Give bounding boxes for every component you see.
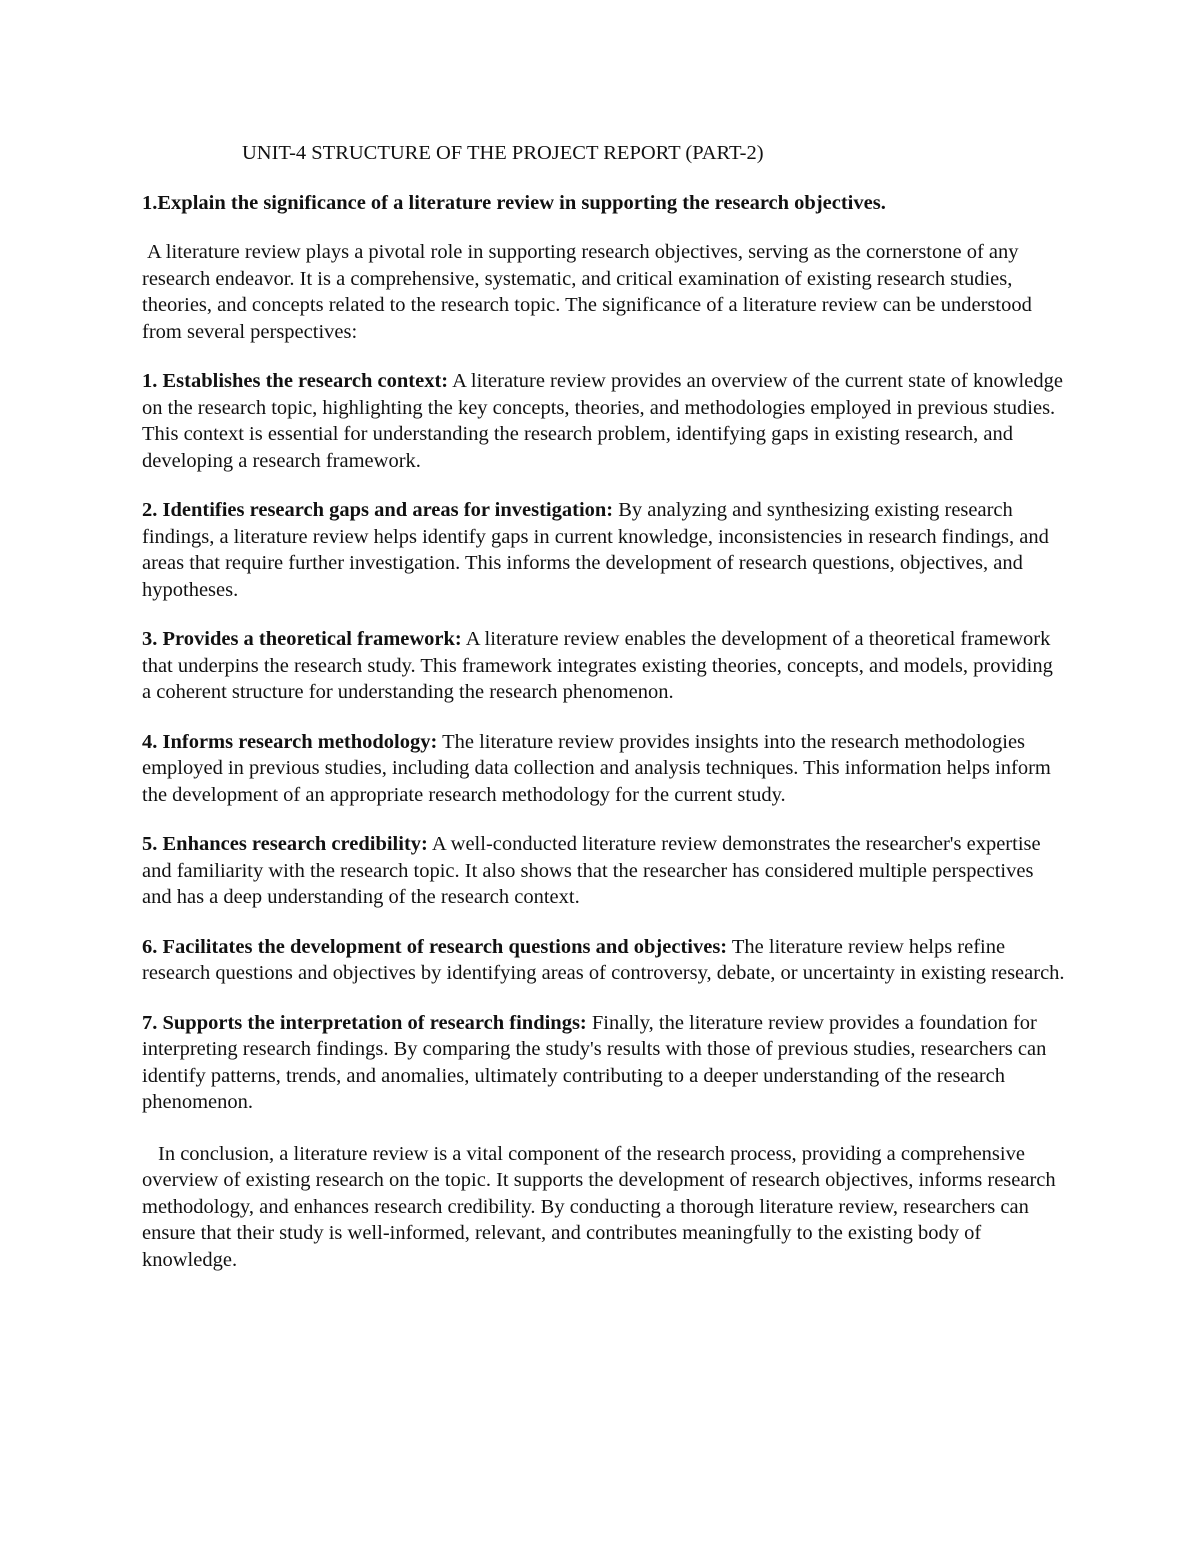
point-lead: 7. Supports the interpretation of research findings: xyxy=(142,1011,587,1034)
point-lead: 1. Establishes the research context: xyxy=(142,370,449,392)
question-heading: 1.Explain the significance of a literature review in supporting the research objectives. xyxy=(142,191,886,214)
point-paragraph-4 xyxy=(142,729,1067,809)
point-text: Finally, the literature review provides a foundation for interpreting research findings. By comparing the study's results with those of previous studies, researchers can identify patterns, trends, and anomalies, ultimately contributing to a deeper understanding of the research phenomenon. xyxy=(142,1011,1047,1113)
point-text: A well-conducted literature review demonstrates the researcher's expertise and familiarity with the research topic. It also shows that the researcher has considered multiple perspectives and has a deep understanding of the research context. xyxy=(142,833,1041,908)
point-lead: 3. Provides a theoretical framework: xyxy=(142,628,462,650)
conclusion-paragraph: In conclusion, a literature review is a vital component of the research process, providing a comprehensive overview of existing research on the topic. It supports the development of research objectives, informs research methodology, and enhances research credibility. By conducting a thorough literature review, researchers can ensure that their study is well-informed, relevant, and contributes meaningfully to the existing body of knowledge. xyxy=(142,1142,1056,1271)
point-text: The literature review provides insights into the research methodologies employed in previous studies, including data collection and analysis techniques. This information helps inform the development of an appropriate research methodology for the current study. xyxy=(142,730,1051,806)
point-text: A literature review provides an overview of the current state of knowledge on the research topic, highlighting the key concepts, theories, and methodologies employed in previous studies. This context is essential for understanding the research problem, identifying gaps in existing research, and developing a research framework. xyxy=(142,370,1063,472)
document-title: UNIT-4 STRUCTURE OF THE PROJECT REPORT (PART-2) xyxy=(242,142,764,164)
point-lead: 5. Enhances research credibility: xyxy=(142,833,428,855)
point-text: By analyzing and synthesizing existing research findings, a literature review helps identify gaps in current knowledge, inconsistencies in research findings, and areas that require further investigation. This informs the development of research questions, objectives, and hypotheses. xyxy=(142,499,1049,601)
point-paragraph-3 xyxy=(142,626,1067,706)
point-paragraph-2 xyxy=(142,497,1067,603)
point-text: A literature review enables the development of a theoretical framework that underpins the research study. This framework integrates existing theories, concepts, and models, providing a coherent structure for understanding the research phenomenon. xyxy=(142,628,1053,703)
point-text: The literature review helps refine research questions and objectives by identifying areas of controversy, debate, or uncertainty in existing research. xyxy=(142,935,1065,984)
point-lead: 4. Informs research methodology: xyxy=(142,730,438,753)
point-paragraph-6 xyxy=(142,934,1067,987)
intro-paragraph: A literature review plays a pivotal role in supporting research objectives, serving as the cornerstone of any research endeavor. It is a comprehensive, systematic, and critical examination of existing research studies, theories, and concepts related to the research topic. The significance of a literature review can be understood from several perspectives: xyxy=(142,241,1032,343)
point-paragraph-5 xyxy=(142,831,1067,911)
point-lead: 2. Identifies research gaps and areas for investigation: xyxy=(142,499,614,521)
point-lead: 6. Facilitates the development of research questions and objectives: xyxy=(142,935,728,958)
point-paragraph-7 xyxy=(142,1010,1067,1116)
point-paragraph-1 xyxy=(142,368,1067,474)
document-body xyxy=(142,140,1067,1273)
